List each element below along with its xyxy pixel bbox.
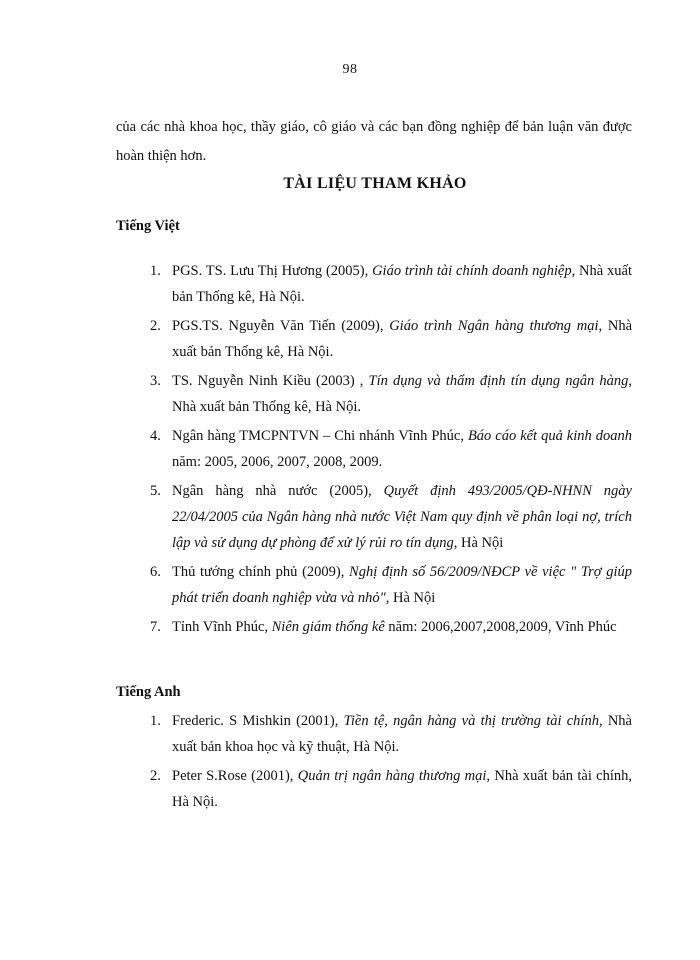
reference-number: 2.: [150, 318, 161, 334]
section-title-vietnamese: Tiếng Việt: [116, 218, 180, 234]
reference-title: Tín dụng và thẩm định tín dụng ngân hàng: [368, 373, 629, 389]
reference-publisher: năm: 2006,2007,2008,2009, Vĩnh Phúc: [384, 619, 617, 635]
reference-item: [150, 423, 632, 475]
reference-authors: Thủ tướng chính phủ (2009),: [172, 564, 350, 580]
reference-authors: PGS. TS. Lưu Thị Hương (2005),: [172, 263, 373, 279]
reference-item: [150, 258, 632, 310]
reference-title: Nghị định số 56/2009/NĐCP về việc " Trợ giúp phát triển doanh nghiệp vừa và nhỏ": [172, 564, 632, 606]
reference-item: [150, 478, 632, 556]
reference-authors: PGS.TS. Nguyễn Văn Tiến (2009),: [172, 318, 390, 334]
reference-publisher: , Hà Nội: [453, 535, 504, 551]
reference-number: 4.: [150, 428, 161, 444]
reference-authors: Peter S.Rose (2001),: [172, 768, 298, 784]
reference-number: 5.: [150, 483, 161, 499]
reference-authors: Ngân hàng nhà nước (2005),: [172, 483, 384, 499]
reference-item: [150, 368, 632, 420]
reference-number: 1.: [150, 713, 161, 729]
reference-publisher: , Hà Nội: [385, 590, 436, 606]
reference-title: Tiền tệ, ngân hàng và thị trường tài chính: [343, 713, 599, 729]
reference-item: [150, 559, 632, 611]
reference-number: 7.: [150, 619, 161, 635]
reference-title: Báo cáo kết quả kinh doanh: [467, 428, 632, 444]
reference-authors: Ngân hàng TMCPNTVN – Chi nhánh Vĩnh Phúc,: [172, 428, 468, 444]
reference-item: [150, 614, 632, 640]
reference-title: Quản trị ngân hàng thương mại: [297, 768, 487, 784]
reference-number: 6.: [150, 564, 161, 580]
reference-item: [150, 708, 632, 760]
reference-list-english: [150, 708, 632, 818]
page-number: 98: [342, 62, 358, 77]
reference-authors: TS. Nguyễn Ninh Kiều (2003) ,: [172, 373, 369, 389]
reference-title: Niên giám thống kê: [271, 619, 385, 635]
reference-authors: Tỉnh Vĩnh Phúc,: [172, 619, 272, 635]
reference-publisher: , Nhà xuất bản Thống kê, Hà Nội.: [172, 263, 632, 305]
reference-list-vietnamese: [150, 258, 632, 643]
reference-publisher: , Nhà xuất bản tài chính, Hà Nội.: [172, 768, 633, 810]
reference-number: 2.: [150, 768, 161, 784]
references-heading: TÀI LIỆU THAM KHẢO: [283, 175, 467, 192]
reference-authors: Frederic. S Mishkin (2001),: [172, 713, 344, 729]
reference-title: Giáo trình tài chính doanh nghiệp: [372, 263, 572, 279]
reference-number: 1.: [150, 263, 161, 279]
reference-item: [150, 313, 632, 365]
reference-title: Giáo trình Ngân hàng thương mại: [389, 318, 599, 334]
reference-number: 3.: [150, 373, 161, 389]
reference-publisher: năm: 2005, 2006, 2007, 2008, 2009.: [172, 454, 383, 470]
intro-paragraph: của các nhà khoa học, thầy giáo, cô giáo và các bạn đồng nghiệp để bản luận văn được hoàn thiện hơn.: [116, 119, 632, 164]
section-title-english: Tiếng Anh: [116, 684, 181, 700]
reference-publisher: , Nhà xuất bản Thống kê, Hà Nội.: [172, 318, 633, 360]
reference-title: Quyết định 493/2005/QĐ-NHNN ngày 22/04/2005 của Ngân hàng nhà nước Việt Nam quy định về phân loại nợ, trích lập và sử dụng dự phòng để xử lý rủi ro tín dụng: [172, 483, 632, 551]
reference-item: [150, 763, 632, 815]
reference-publisher: , Nhà xuất bản khoa học và kỹ thuật, Hà Nội.: [172, 713, 632, 755]
reference-publisher: , Nhà xuất bản Thống kê, Hà Nội.: [172, 373, 632, 415]
